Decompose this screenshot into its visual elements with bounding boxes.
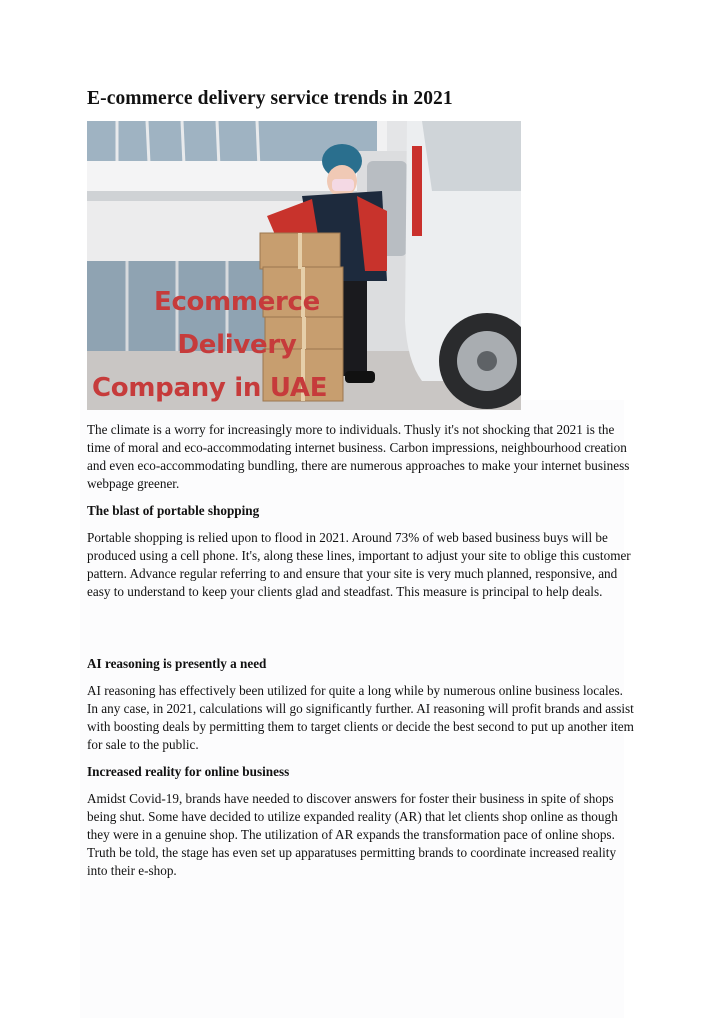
heading-ai-reasoning: AI reasoning is presently a need bbox=[87, 656, 267, 671]
paragraph-portable-shopping: Portable shopping is relied upon to flood in 2021. Around 73% of web based business buys will be produced using a cell phone. It's, along these lines, important to adjust your site to oblige this customer pattern. Advance regular referring to and ensure that your site is very much planned, responsive, and easy to understand to keep your clients glad and steadfast. This measure is principal to help deals. bbox=[87, 530, 631, 599]
paragraph-increased-reality: Amidst Covid-19, brands have needed to discover answers for foster their business in spite of shops being shut. Some have decided to utilize expanded reality (AR) that let clients shop online as though they were in a genuine shop. The utilization of AR expands the transformation pace of online shops. Truth be told, the stage has even set up apparatuses permitting brands to coordinate increased reality into their e-shop. bbox=[87, 791, 618, 878]
paragraph-intro: The climate is a worry for increasingly more to individuals. Thusly it's not shocking that 2021 is the time of moral and eco-accommodating internet business. Carbon impressions, neighbourhood creation and even eco-accommodating bundling, there are numerous approaches to make your internet business webpage greener. bbox=[87, 422, 630, 491]
paragraph-ai-reasoning: AI reasoning has effectively been utilized for quite a long while by numerous online business locales. In any case, in 2021, calculations will go significantly further. AI reasoning will profit brands and assist with boosting deals by permitting them to target clients or decide the best second to put up another item for sale to the public. bbox=[87, 683, 634, 752]
heading-portable-shopping: The blast of portable shopping bbox=[87, 503, 260, 518]
overlay-line-2: Delivery bbox=[177, 330, 297, 360]
hero-image bbox=[87, 121, 521, 410]
page-title: E-commerce delivery service trends in 2021 bbox=[87, 88, 453, 109]
hero-overlay-text bbox=[87, 281, 387, 410]
heading-increased-reality: Increased reality for online business bbox=[87, 764, 290, 779]
overlay-line-3: Company in UAE bbox=[92, 373, 328, 403]
overlay-line-1: Ecommerce bbox=[153, 287, 321, 317]
